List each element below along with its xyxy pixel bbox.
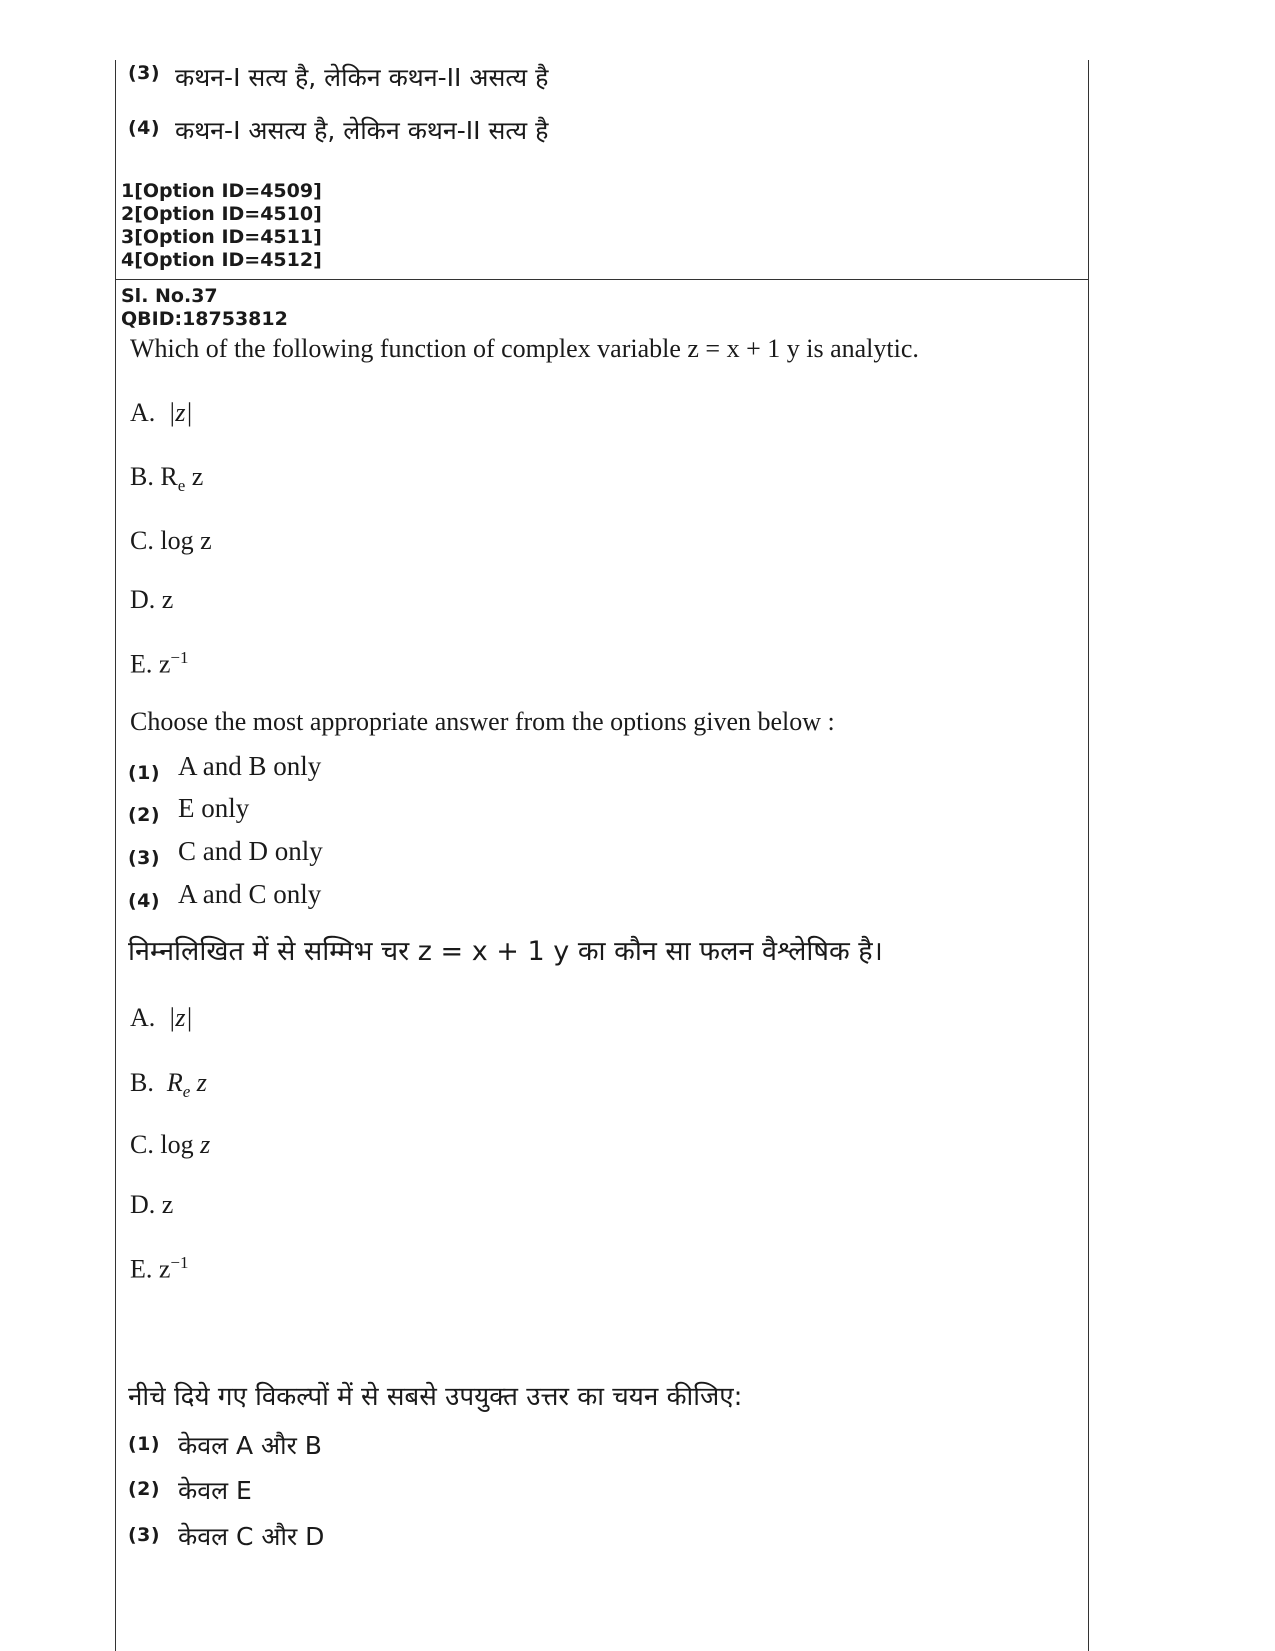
choose-instruction-en: Choose the most appropriate answer from the options given below : bbox=[130, 707, 835, 736]
qbid: QBID:18753812 bbox=[121, 308, 288, 330]
question-text-en: Which of the following function of complex variable z = x + 1 y is analytic. bbox=[130, 334, 919, 363]
option-number: (3) bbox=[128, 847, 161, 869]
option-id: 3[Option ID=4511] bbox=[121, 226, 322, 248]
option-text: कथन-I असत्य है, लेकिन कथन-II सत्य है bbox=[175, 116, 549, 145]
option-text: C and D only bbox=[178, 836, 323, 866]
question-text-hi: निम्नलिखित में से सम्मिभ चर z = x + 1 y का कौन सा फलन वैश्लेषिक है। bbox=[128, 936, 883, 967]
option-text: A and C only bbox=[178, 879, 322, 909]
option-text: कथन-I सत्य है, लेकिन कथन-II असत्य है bbox=[175, 63, 549, 92]
option-text: E only bbox=[178, 793, 250, 823]
divider bbox=[116, 279, 1088, 280]
item-e-en: E. $z^{-1}$ bbox=[130, 648, 189, 679]
option-number: (4) bbox=[128, 890, 161, 912]
item-d-en: D. z bbox=[130, 585, 174, 614]
option-text: केवल E bbox=[178, 1476, 252, 1505]
choose-instruction-hi: नीचे दिये गए विकल्पों में से सबसे उपयुक्त उत्तर का चयन कीजिए: bbox=[128, 1382, 743, 1412]
item-c-hi: C. log z bbox=[130, 1130, 211, 1159]
option-text: केवल C और D bbox=[178, 1522, 325, 1551]
option-text: केवल A और B bbox=[178, 1431, 322, 1460]
item-d-hi: D. z bbox=[130, 1190, 174, 1219]
option-id: 1[Option ID=4509] bbox=[121, 180, 322, 202]
item-b-en: B. $R_e$ z bbox=[130, 462, 204, 496]
option-number: (3) bbox=[128, 1524, 161, 1546]
option-text: A and B only bbox=[178, 751, 322, 781]
item-c-en: C. log z bbox=[130, 526, 212, 555]
option-number: (4) bbox=[128, 117, 161, 139]
option-number: (2) bbox=[128, 1478, 161, 1500]
item-b-hi: B. $R_e$ z bbox=[130, 1068, 207, 1102]
option-number: (1) bbox=[128, 762, 161, 784]
option-id-list bbox=[121, 180, 322, 272]
item-a-en: A. |z| bbox=[130, 398, 193, 427]
serial-number: Sl. No.37 bbox=[121, 285, 218, 307]
option-number: (1) bbox=[128, 1433, 161, 1455]
item-a-hi: A. |z| bbox=[130, 1003, 193, 1032]
option-number: (2) bbox=[128, 804, 161, 826]
option-number: (3) bbox=[128, 62, 161, 84]
option-id: 2[Option ID=4510] bbox=[121, 203, 322, 225]
item-e-hi: E. $z^{-1}$ bbox=[130, 1253, 189, 1284]
option-id: 4[Option ID=4512] bbox=[121, 249, 322, 271]
